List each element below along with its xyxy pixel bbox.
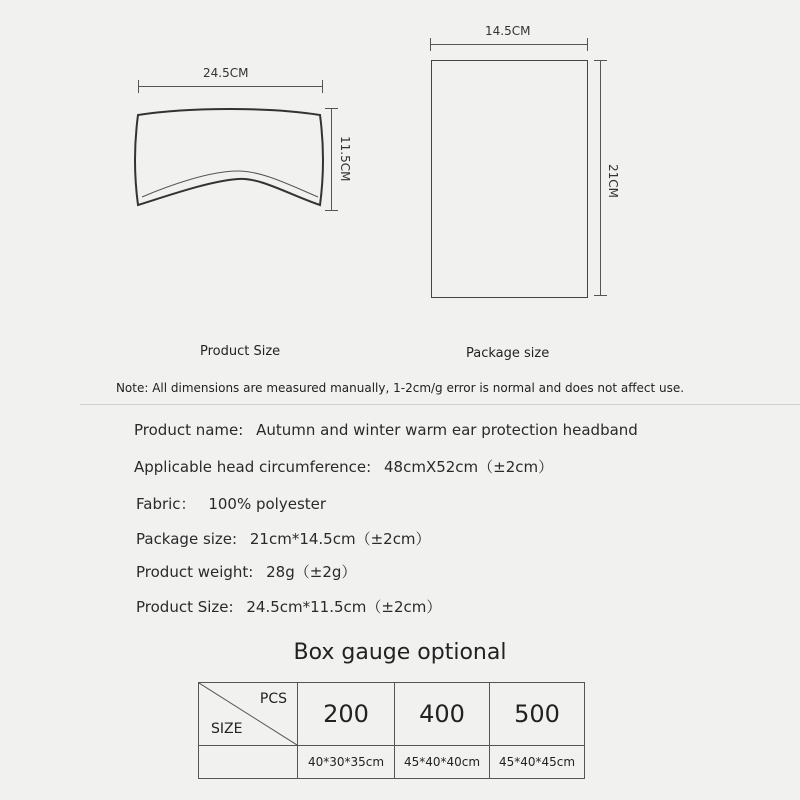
size-cell: 40*30*35cm (298, 746, 395, 779)
package-rectangle (431, 60, 588, 298)
product-width-tick-right (322, 80, 323, 93)
package-width-tick-right (587, 38, 588, 51)
box-gauge-table (198, 682, 585, 779)
package-height-label: 21CM (606, 164, 620, 199)
package-height-tick-bottom (594, 295, 607, 296)
spec-product-size (136, 596, 441, 617)
table-corner-cell (199, 683, 298, 746)
spec-label: Product weight: (136, 563, 254, 581)
table-row (199, 683, 585, 746)
package-size-caption: Package size (466, 346, 550, 361)
spec-value: 21cm*14.5cm（±2cm） (249, 530, 431, 548)
size-cell: 45*40*40cm (395, 746, 490, 779)
package-width-tick-left (430, 38, 431, 51)
product-height-label: 11.5CM (338, 136, 352, 182)
spec-fabric (136, 493, 326, 514)
table-row (199, 746, 585, 779)
quantity-cell: 200 (298, 683, 395, 746)
spec-value: 28g（±2g） (266, 563, 357, 581)
package-height-tick-top (594, 60, 607, 61)
spec-product-name (134, 421, 638, 439)
spec-label: Package size: (136, 530, 238, 548)
product-height-tick-bottom (325, 210, 338, 211)
size-header: SIZE (211, 721, 243, 737)
headband-outline (130, 105, 330, 215)
spec-label: Product name: (134, 421, 244, 439)
spec-head-circumference (134, 456, 553, 477)
spec-value: 48cmX52cm（±2cm） (384, 458, 554, 476)
spec-value: 100% polyester (208, 495, 327, 513)
pcs-header: PCS (259, 691, 287, 707)
spec-label: Product Size: (136, 598, 234, 616)
spec-label: Fabric： (136, 495, 196, 513)
box-gauge-title: Box gauge optional (293, 640, 507, 665)
quantity-cell: 500 (490, 683, 585, 746)
product-width-label: 24.5CM (203, 66, 249, 80)
product-width-dimension-line (138, 86, 323, 87)
product-height-dimension-line (331, 108, 332, 211)
section-divider (80, 404, 800, 405)
spec-package-size (136, 528, 431, 549)
spec-value: 24.5cm*11.5cm（±2cm） (246, 598, 442, 616)
quantity-cell: 400 (395, 683, 490, 746)
spec-product-weight (136, 561, 356, 582)
package-width-dimension-line (430, 44, 588, 45)
product-size-caption: Product Size (200, 344, 281, 359)
product-height-tick-top (325, 108, 338, 109)
product-width-tick-left (138, 80, 139, 93)
measurement-note: Note: All dimensions are measured manually, 1-2cm/g error is normal and does not affect use. (115, 381, 685, 395)
package-width-label: 14.5CM (485, 24, 531, 38)
spec-value: Autumn and winter warm ear protection headband (256, 421, 638, 439)
empty-size-cell (199, 746, 298, 779)
size-cell: 45*40*45cm (490, 746, 585, 779)
spec-label: Applicable head circumference: (134, 458, 372, 476)
package-height-dimension-line (600, 60, 601, 296)
